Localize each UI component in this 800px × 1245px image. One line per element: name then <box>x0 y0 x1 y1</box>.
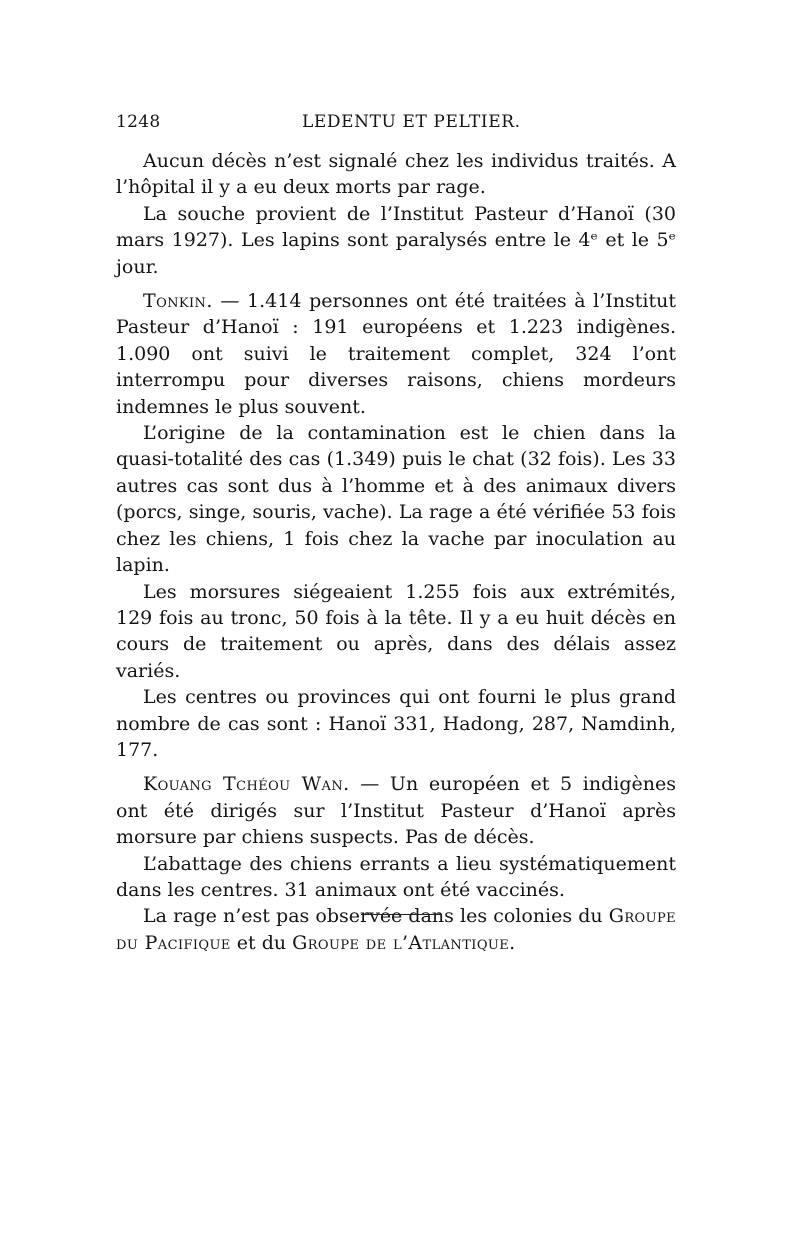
paragraph-provinces: Les centres ou provinces qui ont fourni le plus grand nombre de cas sont : Hanoï 331, Hadong, 287, Namdinh, 177. <box>116 686 676 761</box>
paragraph-tonkin <box>116 288 676 420</box>
page-number: 1248 <box>116 112 161 132</box>
group-pacifique: Groupe du Pacifique <box>116 905 676 954</box>
colonies-text-before: La rage n’est pas observée dans les colonies du <box>143 905 609 928</box>
running-head <box>116 112 676 140</box>
body-text <box>116 148 676 956</box>
paragraph-kouang-tcheou-wan-text: — Un européen et 5 indigènes ont été dirigés sur l’Institut Pasteur d’Hanoï après morsure par chiens suspects. Pas de décès. <box>116 773 676 849</box>
group-atlantique: Groupe de l’Atlantique <box>292 931 510 954</box>
paragraph-tonkin-text: — 1.414 personnes ont été traitées à l’Institut Pasteur d’Hanoï : 191 européens et 1.223 indigènes. 1.090 ont suivi le traitement complet, 324 l’ont interrompu pour diverses raisons, chiens mordeurs indemnes le plus souvent. <box>116 290 676 418</box>
paragraph-bite-locations: Les morsures siégeaient 1.255 fois aux extrémités, 129 fois au tronc, 50 fois à la tête. Il y a eu huit décès en cours de traitement ou après, dans des délais assez variés. <box>116 580 676 682</box>
book-page <box>116 112 676 956</box>
section-lead-kouang-tcheou-wan: Kouang Tchéou Wan. <box>143 773 350 796</box>
colonies-text-after: . <box>509 931 516 954</box>
colonies-text-middle: et du <box>230 931 293 954</box>
paragraph-strain-source: La souche provient de l’Institut Pasteur d’Hanoï (30 mars 1927). Les lapins sont paralysés entre le 4ᵉ et le 5ᵉ jour. <box>116 202 676 278</box>
paragraph-contamination-origin: L’origine de la contamination est le chien dans la quasi-totalité des cas (1.349) puis le chat (32 fois). Les 33 autres cas sont dus à l’homme et à des animaux divers (porcs, singe, souris, vache). La rage a été vérifiée 53 fois chez les chiens, 1 fois chez la vache par inoculation au lapin. <box>116 422 676 577</box>
paragraph-kouang-tcheou-wan <box>116 771 676 850</box>
running-title: LEDENTU ET PELTIER. <box>302 112 521 132</box>
paragraph-deaths-note: Aucun décès n’est signalé chez les individus traités. A l’hôpital il y a eu deux morts par rage. <box>116 150 676 199</box>
paragraph-stray-dogs: L’abattage des chiens errants a lieu systématiquement dans les centres. 31 animaux ont été vaccinés. <box>116 852 676 901</box>
section-end-rule <box>361 914 441 915</box>
paragraph-other-colonies <box>116 903 676 956</box>
section-lead-tonkin: Tonkin. <box>143 290 213 313</box>
